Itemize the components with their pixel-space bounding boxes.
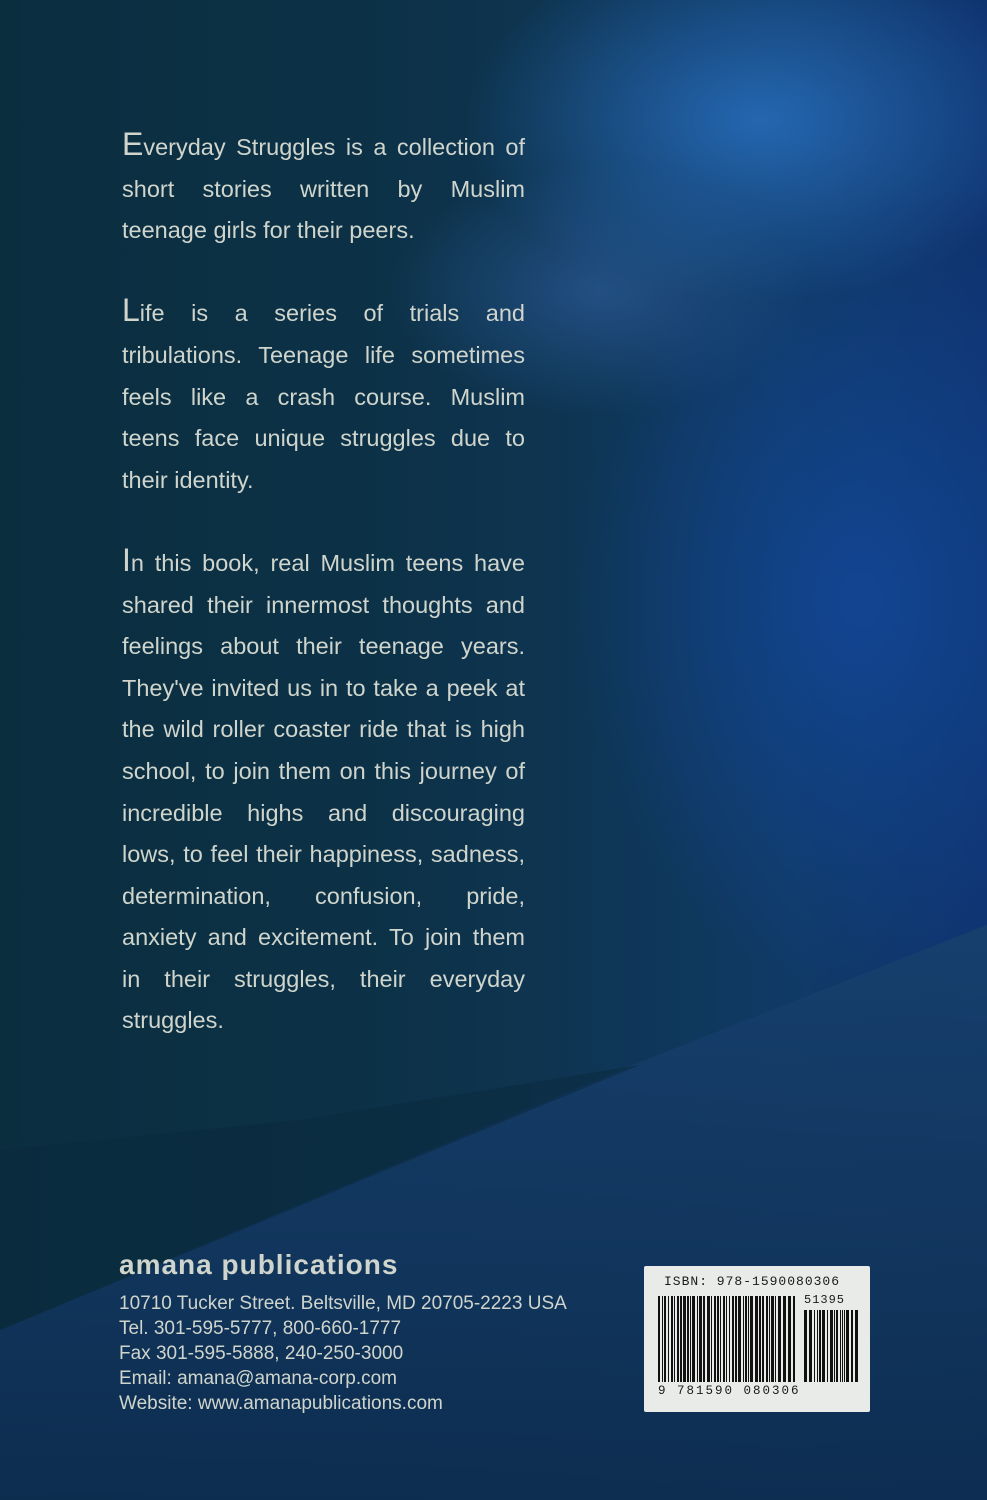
paragraph-text: ife is a series of trials and tribulations. Teenage life sometimes feels like a crash course. Muslim teens face unique struggles due to their identity.	[122, 300, 525, 493]
publisher-name: amana publications	[119, 1249, 399, 1280]
blurb-paragraph-1	[122, 127, 525, 252]
barcode-digits: 9 781590 080306	[658, 1384, 801, 1398]
barcode-addon-bars-icon	[804, 1310, 860, 1382]
blurb-paragraph-3	[122, 543, 525, 1042]
drop-cap: I	[122, 541, 131, 578]
drop-cap: L	[122, 292, 140, 329]
barcode-bars-icon	[658, 1296, 798, 1382]
drop-cap: E	[122, 126, 144, 162]
paragraph-text: veryday Struggles is a collection of short stories written by Muslim teenage girls for their peers.	[122, 134, 525, 244]
isbn-label: ISBN: 978-1590080306	[664, 1274, 841, 1289]
publisher-website: Website: www.amanapublications.com	[119, 1393, 443, 1414]
publisher-tel: Tel. 301-595-5777, 800-660-1777	[119, 1318, 402, 1339]
blurb-paragraph-2	[122, 293, 525, 501]
price-code: 51395	[804, 1293, 846, 1307]
publisher-email: Email: amana@amana-corp.com	[119, 1368, 398, 1389]
paragraph-text: n this book, real Muslim teens have shared their innermost thoughts and feelings about their teenage years. They've invited us in to take a peek at the wild roller coaster ride that is high school, to join them on this journey of incredible highs and discouraging lows, to feel their happiness, sadness, determination, confusion, pride, anxiety and excitement. To join them in their struggles, their everyday struggles.	[122, 549, 525, 1034]
isbn-barcode	[644, 1266, 870, 1412]
publisher-address: 10710 Tucker Street. Beltsville, MD 20705-2223 USA	[119, 1293, 567, 1314]
publisher-info	[119, 1245, 567, 1416]
blurb-text	[122, 127, 525, 1042]
publisher-fax: Fax 301-595-5888, 240-250-3000	[119, 1343, 404, 1364]
